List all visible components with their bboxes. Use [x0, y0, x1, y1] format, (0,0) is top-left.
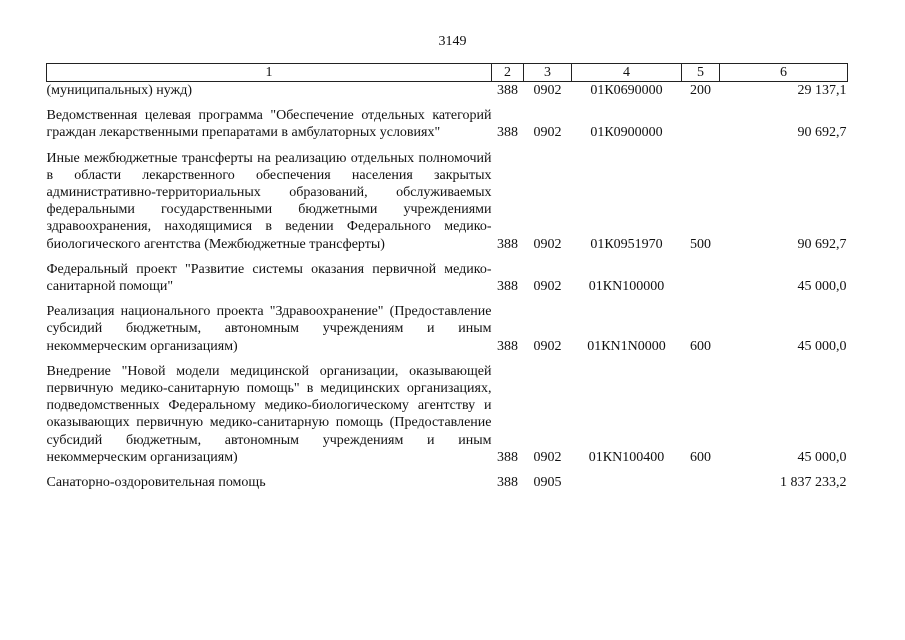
row-amount: 45 000,0 [797, 338, 847, 354]
row-col-3: 0902 [533, 236, 562, 252]
row-description: Санаторно-оздоровительная помощь [46, 475, 266, 491]
table-row [47, 99, 848, 141]
row-col-5 [682, 99, 720, 141]
budget-table [46, 63, 848, 491]
row-description: (муниципальных) нужд) [46, 83, 193, 98]
header-col-5: 5 [682, 64, 720, 82]
row-col-4: 01К0951970 [590, 236, 663, 252]
row-col-3: 0902 [533, 449, 562, 465]
row-col-2: 388 [497, 279, 518, 295]
table-row [47, 142, 848, 253]
row-col-2: 388 [497, 83, 518, 98]
row-col-5 [682, 253, 720, 295]
page-number: 3149 [438, 34, 467, 49]
table-row [47, 355, 848, 466]
row-col-2: 388 [497, 338, 518, 354]
table-row [47, 253, 848, 295]
row-col-5: 500 [690, 236, 711, 252]
row-description: Ведомственная целевая программа "Обеспечение отдельных категорий граждан лекарственными препаратами в амбулаторных условиях" [46, 108, 492, 141]
row-col-3: 0902 [533, 279, 562, 295]
row-col-3: 0905 [533, 475, 562, 491]
row-amount: 90 692,7 [797, 125, 847, 141]
header-col-3: 3 [524, 64, 572, 82]
row-col-5: 600 [690, 449, 711, 465]
header-col-2: 2 [492, 64, 524, 82]
row-amount: 45 000,0 [797, 279, 847, 295]
row-col-4: 01К0900000 [590, 125, 663, 141]
row-col-3: 0902 [533, 338, 562, 354]
header-col-4: 4 [572, 64, 682, 82]
row-col-5: 200 [690, 83, 711, 98]
row-col-3: 0902 [533, 125, 562, 141]
table-row [47, 295, 848, 355]
table-row [47, 466, 848, 491]
row-col-4: 01КN100000 [588, 279, 665, 295]
row-amount: 29 137,1 [797, 83, 847, 98]
header-col-6: 6 [720, 64, 848, 82]
row-description: Внедрение "Новой модели медицинской организации, оказывающей первичную медико-санитарную помощь" в медицинских организациях, подведомственных Федеральному медико-биологическому агентству и оказывающих первичную медико-санитарную помощь (Предоставление субсидий бюджетным, автономным учреждениям и иным некоммерческим организациям) [46, 363, 492, 465]
row-amount: 45 000,0 [797, 449, 847, 465]
row-col-2: 388 [497, 236, 518, 252]
row-col-2: 388 [497, 475, 518, 491]
row-description: Федеральный проект "Развитие системы оказания первичной медико-санитарной помощи" [46, 261, 492, 295]
row-col-4 [572, 466, 682, 491]
row-col-4: 01КN100400 [588, 449, 665, 465]
header-row [47, 64, 848, 82]
row-description: Иные межбюджетные трансферты на реализацию отдельных полномочий в области лекарственного обеспечения населения закрытых административно-территориальных образований, обслуживаемых федеральными государственными бюджетными учреждениями здравоохранения, находящимися в ведении Федерального медико-биологического агентства (Межбюджетные трансферты) [46, 150, 492, 252]
row-col-5: 600 [690, 338, 711, 354]
row-col-3: 0902 [533, 83, 562, 98]
row-col-2: 388 [497, 449, 518, 465]
row-amount: 90 692,7 [797, 236, 847, 252]
header-col-1: 1 [47, 64, 492, 82]
table-row [47, 82, 848, 100]
row-col-4: 01КN1N0000 [587, 338, 666, 354]
row-description: Реализация национального проекта "Здравоохранение" (Предоставление субсидий бюджетным, автономным учреждениям и иным некоммерческим организациям) [46, 304, 492, 354]
row-amount: 1 837 233,2 [780, 475, 847, 491]
row-col-5 [682, 466, 720, 491]
row-col-2: 388 [497, 125, 518, 141]
row-col-4: 01К0690000 [590, 83, 663, 98]
